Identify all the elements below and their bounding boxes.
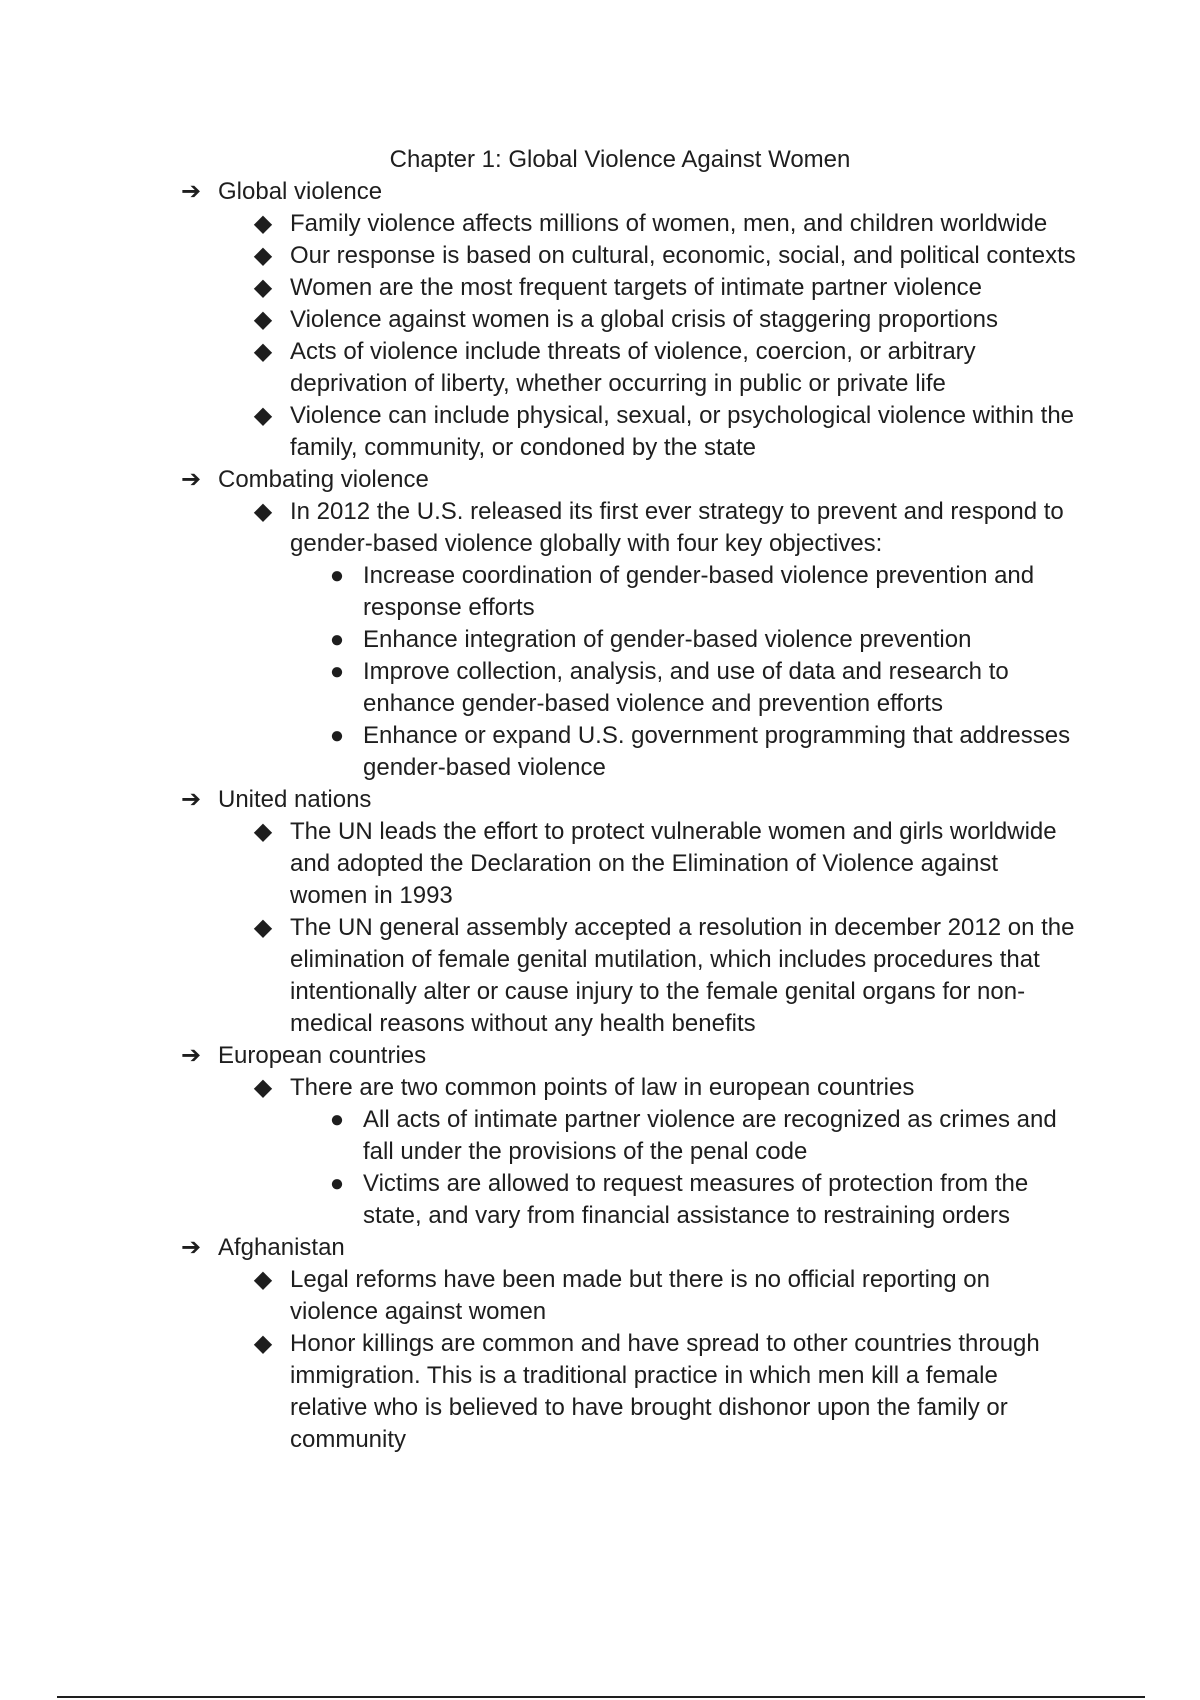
diamond-bullet-icon: ◆ — [253, 338, 273, 365]
list-item-text: Legal reforms have been made but there is no official reporting on violence against women — [290, 1266, 990, 1325]
diamond-bullet-icon: ◆ — [253, 1074, 273, 1101]
list-item — [180, 1264, 1080, 1328]
list-item — [180, 208, 1080, 240]
sub-list-item-text: All acts of intimate partner violence are recognized as crimes and fall under the provisions of the penal code — [363, 1106, 1057, 1165]
sub-list-item — [180, 720, 1080, 784]
list-item — [180, 240, 1080, 272]
section-heading: European countries — [218, 1042, 427, 1069]
arrow-icon: ➔ — [180, 1042, 202, 1069]
diamond-bullet-icon: ◆ — [253, 274, 273, 301]
section-combating-violence — [180, 464, 1080, 496]
list-item — [180, 400, 1080, 464]
list-item-text: Violence can include physical, sexual, or psychological violence within the family, community, or condoned by the state — [290, 402, 1075, 461]
list-item-text: The UN general assembly accepted a resolution in december 2012 on the elimination of female genital mutilation, which includes procedures that intentionally alter or cause injury to the female genital organs for non-medical reasons without any health benefits — [290, 914, 1075, 1037]
list-item-text: There are two common points of law in european countries — [290, 1074, 915, 1101]
sub-list-item — [180, 1104, 1080, 1168]
sub-list-item — [180, 624, 1080, 656]
dot-bullet-icon: ● — [329, 562, 345, 589]
diamond-bullet-icon: ◆ — [253, 242, 273, 269]
section-heading: United nations — [218, 786, 372, 813]
arrow-icon: ➔ — [180, 178, 202, 205]
sub-list-item — [180, 656, 1080, 720]
arrow-icon: ➔ — [180, 786, 202, 813]
list-item-text: Family violence affects millions of women, men, and children worldwide — [290, 210, 1048, 237]
sub-list-item-text: Enhance integration of gender-based violence prevention — [363, 626, 972, 653]
sub-list-item-text: Increase coordination of gender-based violence prevention and response efforts — [363, 562, 1035, 621]
diamond-bullet-icon: ◆ — [253, 306, 273, 333]
section-global-violence — [180, 176, 1080, 208]
list-item — [180, 272, 1080, 304]
list-item-text: Our response is based on cultural, economic, social, and political contexts — [290, 242, 1076, 269]
section-afghanistan — [180, 1232, 1080, 1264]
diamond-bullet-icon: ◆ — [253, 1330, 273, 1357]
list-item — [180, 496, 1080, 560]
diamond-bullet-icon: ◆ — [253, 1266, 273, 1293]
list-item — [180, 816, 1080, 912]
section-european-countries — [180, 1040, 1080, 1072]
sub-list-item — [180, 560, 1080, 624]
dot-bullet-icon: ● — [329, 1106, 345, 1133]
diamond-bullet-icon: ◆ — [253, 914, 273, 941]
list-item — [180, 1072, 1080, 1104]
section-united-nations — [180, 784, 1080, 816]
outline — [180, 176, 1080, 1456]
list-item-text: Violence against women is a global crisis of staggering proportions — [290, 306, 998, 333]
dot-bullet-icon: ● — [329, 626, 345, 653]
diamond-bullet-icon: ◆ — [253, 498, 273, 525]
page-title: Chapter 1: Global Violence Against Women — [389, 146, 851, 173]
list-item-text: Women are the most frequent targets of intimate partner violence — [290, 274, 982, 301]
section-heading: Combating violence — [218, 466, 429, 493]
list-item-text: Honor killings are common and have spread to other countries through immigration. This is a traditional practice in which men kill a female relative who is believed to have brought dishonor upon the family or community — [290, 1330, 1040, 1453]
sub-list-item-text: Improve collection, analysis, and use of data and research to enhance gender-based violence and prevention efforts — [363, 658, 1009, 717]
dot-bullet-icon: ● — [329, 1170, 345, 1197]
sub-list-item — [180, 1168, 1080, 1232]
list-item — [180, 1328, 1080, 1456]
list-item-text: In 2012 the U.S. released its first ever strategy to prevent and respond to gender-based violence globally with four key objectives: — [290, 498, 1064, 557]
list-item-text: Acts of violence include threats of violence, coercion, or arbitrary deprivation of liberty, whether occurring in public or private life — [290, 338, 976, 397]
diamond-bullet-icon: ◆ — [253, 402, 273, 429]
list-item — [180, 912, 1080, 1040]
bottom-divider — [57, 1696, 1145, 1698]
list-item-text: The UN leads the effort to protect vulnerable women and girls worldwide and adopted the Declaration on the Elimination of Violence against women in 1993 — [290, 818, 1057, 909]
list-item — [180, 336, 1080, 400]
arrow-icon: ➔ — [180, 1234, 202, 1261]
diamond-bullet-icon: ◆ — [253, 818, 273, 845]
dot-bullet-icon: ● — [329, 658, 345, 685]
sub-list-item-text: Victims are allowed to request measures of protection from the state, and vary from financial assistance to restraining orders — [363, 1170, 1029, 1229]
diamond-bullet-icon: ◆ — [253, 210, 273, 237]
arrow-icon: ➔ — [180, 466, 202, 493]
sub-list-item-text: Enhance or expand U.S. government programming that addresses gender-based violence — [363, 722, 1071, 781]
dot-bullet-icon: ● — [329, 722, 345, 749]
section-heading: Afghanistan — [218, 1234, 345, 1261]
section-heading: Global violence — [218, 178, 383, 205]
list-item — [180, 304, 1080, 336]
